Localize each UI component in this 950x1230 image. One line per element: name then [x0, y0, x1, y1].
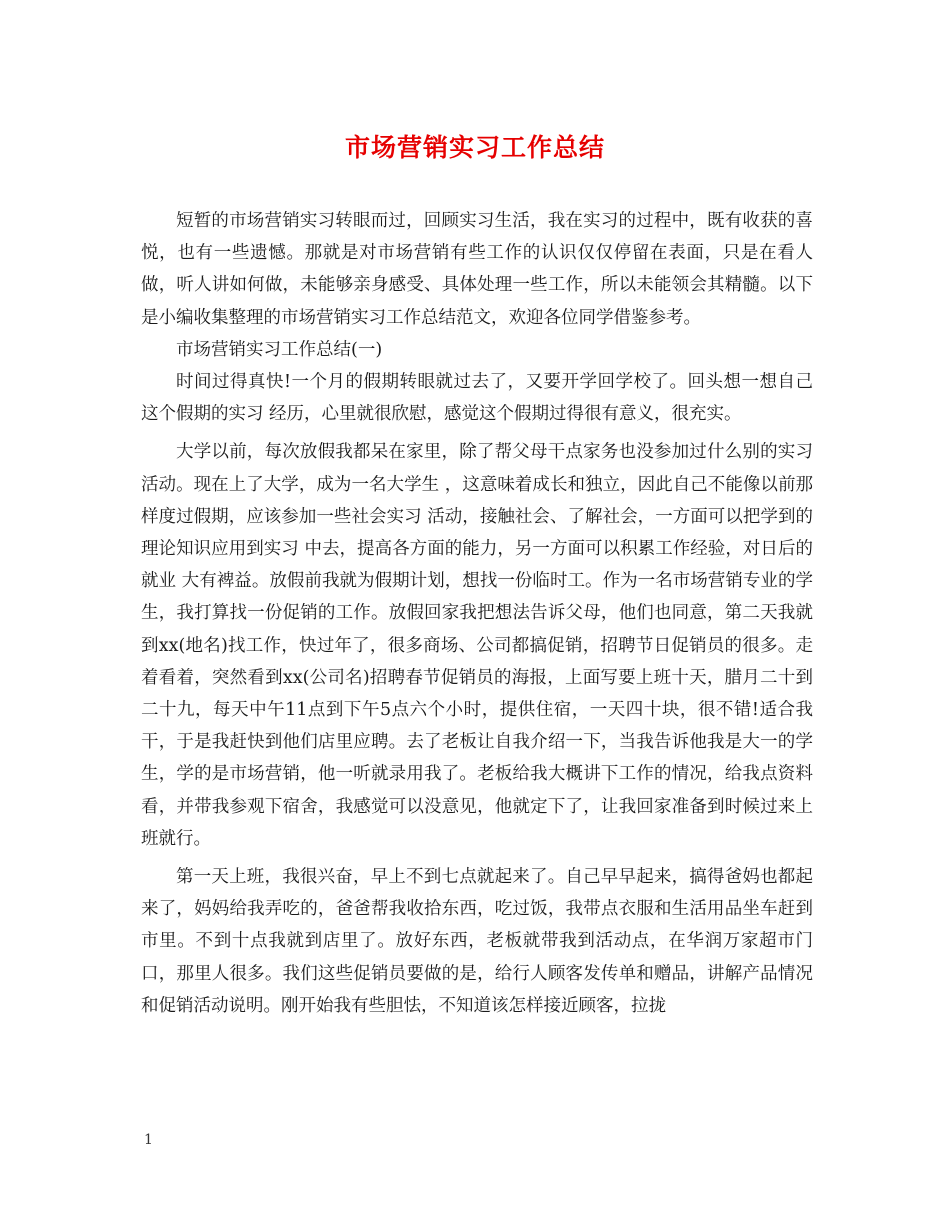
document-body [141, 205, 813, 1022]
document-title: 市场营销实习工作总结 [344, 133, 605, 162]
intro-paragraph: 短暂的市场营销实习转眼而过，回顾实习生活，我在实习的过程中，既有收获的喜悦，也有一些遗憾。那就是对市场营销有些工作的认识仅仅停留在表面，只是在看人做，听人讲如何做，未能够亲身感受、具体处理一些工作，所以未能领会其精髓。以下是小编收集整理的市场营销实习工作总结范文，欢迎各位同学借鉴参考。 [141, 211, 813, 328]
body-paragraph: 第一天上班，我很兴奋，早上不到七点就起来了。自己早早起来，搞得爸妈也都起来了，妈妈给我弄吃的，爸爸帮我收拾东西，吃过饭，我带点衣服和生活用品坐车赶到市里。不到十点我就到店里了。放好东西，老板就带我到活动点，在华润万家超市门口，那里人很多。我们这些促销员要做的是，给行人顾客发传单和赠品，讲解产品情况和促销活动说明。刚开始我有些胆怯，不知道该怎样接近顾客，拉拢 [141, 867, 813, 1016]
section-heading: 市场营销实习工作总结(一) [176, 339, 383, 360]
body-paragraph: 时间过得真快!一个月的假期转眼就过去了，又要开学回学校了。回头想一想自己这个假期的实习 经历，心里就很欣慰，感觉这个假期过得很有意义，很充实。 [141, 372, 813, 425]
body-paragraph: 大学以前，每次放假我都呆在家里，除了帮父母干点家务也没参加过什么别的实习 活动。现在上了大学，成为一名大学生 ，这意味着成长和独立，因此自己不能像以前那样度过假期，应该参加一些社会实习 活动，接触社会、了解社会，一方面可以把学到的理论知识应用到实习 中去，提高各方面的能力，另一方面可以积累工作经验，对日后的就业 大有裨益。放假前我就为假期计划，想找一份临时工。作为一名市场营销专业的学生，我打算找一份促销的工作。放假回家我把想法告诉父母，他们也同意，第二天我就到xx(地名)找工作，快过年了，很多商场、公司都搞促销，招聘节日促销员的很多。走着看着，突然看到xx(公司名)招聘春节促销员的海报，上面写要上班十天，腊月二十到二十九，每天中午11点到下午5点六个小时，提供住宿，一天四十块，很不错!适合我干，于是我赶快到他们店里应聘。去了老板让自我介绍一下，当我告诉他我是大一的学生，学的是市场营销，他一听就录用我了。老板给我大概讲下工作的情况，给我点资料看，并带我参观下宿舍，我感觉可以没意见，他就定下了，让我回家准备到时候过来上班就行。 [141, 442, 813, 849]
page-number: 1 [144, 1132, 153, 1148]
